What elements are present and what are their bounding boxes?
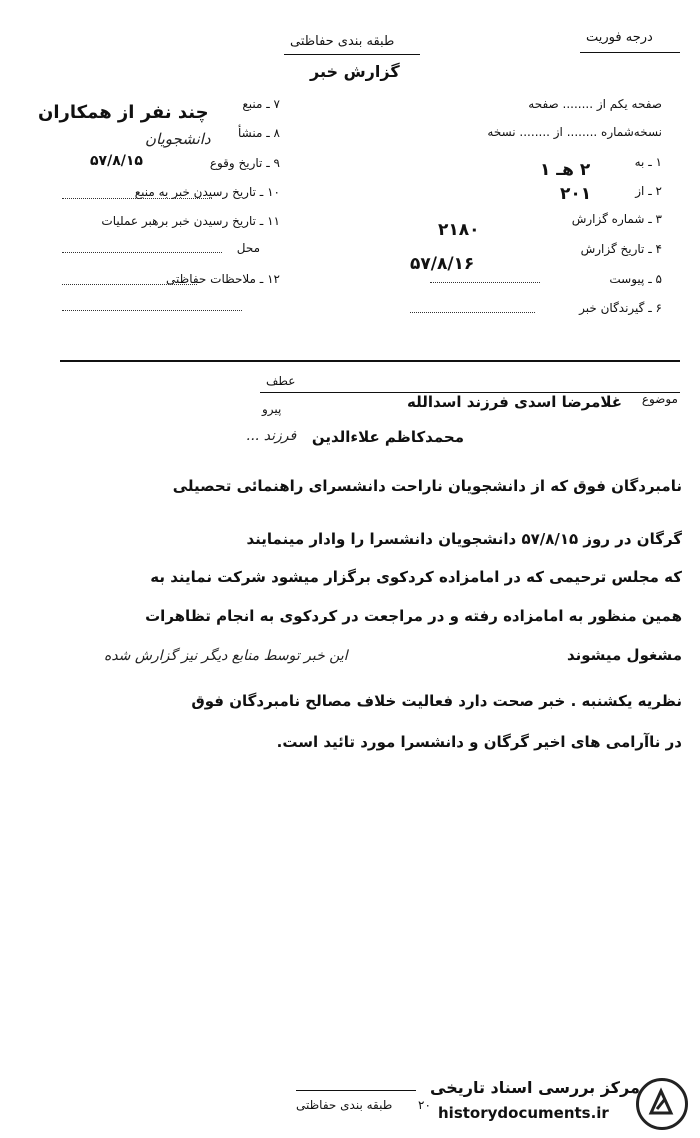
field-report-date: ۴ ـ تاریخ گزارش [580,242,662,256]
value-event-date: ۵۷/۸/۱۵ [90,153,143,169]
watermark-logo-icon [636,1078,688,1130]
subject-line2-hand: فرزند ... [246,428,297,444]
body-line-1: نامبردگان فوق که از دانشجویان ناراحت دانشسرای راهنمائی تحصیلی [172,477,682,495]
field-report-number: ۳ ـ شماره گزارش [571,212,662,226]
field-receipt-source: ۱۰ ـ تاریخ رسیدن خبر به منبع [134,185,280,199]
field-event-date: ۹ ـ تاریخ وقوع [209,156,280,170]
field-from: ۲ ـ از [635,184,662,198]
field-receipt-ops: ۱۱ ـ تاریخ رسیدن خبر برهبر عملیات [101,214,280,228]
value-to: ۲ هـ ۱ [540,160,591,180]
watermark-url: historydocuments.ir [438,1104,609,1122]
reference-label: عطف [266,374,296,388]
dots-place [62,252,222,253]
subject-label: موضوع [641,392,678,406]
subject-line1: غلامرضا اسدی فرزند اسدالله [407,393,622,411]
urgency-label: درجه فوریت [586,30,653,45]
dots-recipients [410,312,535,313]
field-attachment: ۵ ـ پیوست [609,272,662,286]
field-copies: نسخه‌شماره ........ از ........ نسخه [487,125,662,139]
dots-remarks-2 [62,310,242,311]
footer-line [296,1090,416,1091]
body-line-7: در ناآرامی های اخیر گرگان و دانشسرا مورد تائید است. [276,733,682,751]
body-line-2: گرگان در روز ۵۷/۸/۱۵ دانشجویان دانشسرا را وادار مینمایند [246,530,682,548]
subject-line2: محمدکاظم علاءالدین [311,428,464,446]
field-to: ۱ ـ به [634,155,662,169]
value-report-date: ۵۷/۸/۱۶ [410,254,475,274]
urgency-underline [580,52,680,53]
field-origin: ۸ ـ منشأ [237,126,280,140]
classification-underline [284,54,420,55]
page-number: ۲۰ [418,1098,431,1112]
field-recipients: ۶ ـ گیرندگان خبر [579,301,662,315]
field-place: محل [236,241,260,255]
subject-line1-tail: پیرو [262,402,282,416]
classification-bottom: طبقه بندی حفاظتی [296,1098,393,1112]
dots-receipt-source [62,198,212,199]
value-origin: دانشجویان [145,130,211,148]
body-line-3: که مجلس ترحیمی که در امامزاده کردکوی برگزار میشود شرکت نمایند به [150,568,682,586]
value-report-number: ۲۱۸۰ [438,220,480,240]
body-line-6: نظریه یکشنبه . خبر صحت دارد فعالیت خلاف مصالح نامبردگان فوق [191,692,682,710]
dots-attachment [430,282,540,283]
value-source: چند نفر از همکاران [38,102,209,123]
body-line-4: همین منظور به امامزاده رفته و در مراجعت در کردکوی به انجام تظاهرات [145,607,682,625]
watermark-fa: مرکز بررسی اسناد تاریخی [430,1078,640,1097]
value-from: ۲۰۱ [560,184,592,204]
classification-top: طبقه بندی حفاظتی [290,34,395,49]
field-remarks: ۱۲ ـ ملاحظات حفاظتی [166,272,280,286]
dots-remarks [62,284,197,285]
header-separator [60,360,680,362]
report-title: گزارش خبر [310,62,400,81]
handwritten-note: این خبر توسط منابع دیگر نیز گزارش شده [104,648,348,664]
field-page: صفحه یکم از ........ صفحه [528,97,662,111]
field-source: ۷ ـ منبع [242,97,280,111]
body-line-5: مشغول میشوند [566,646,682,664]
